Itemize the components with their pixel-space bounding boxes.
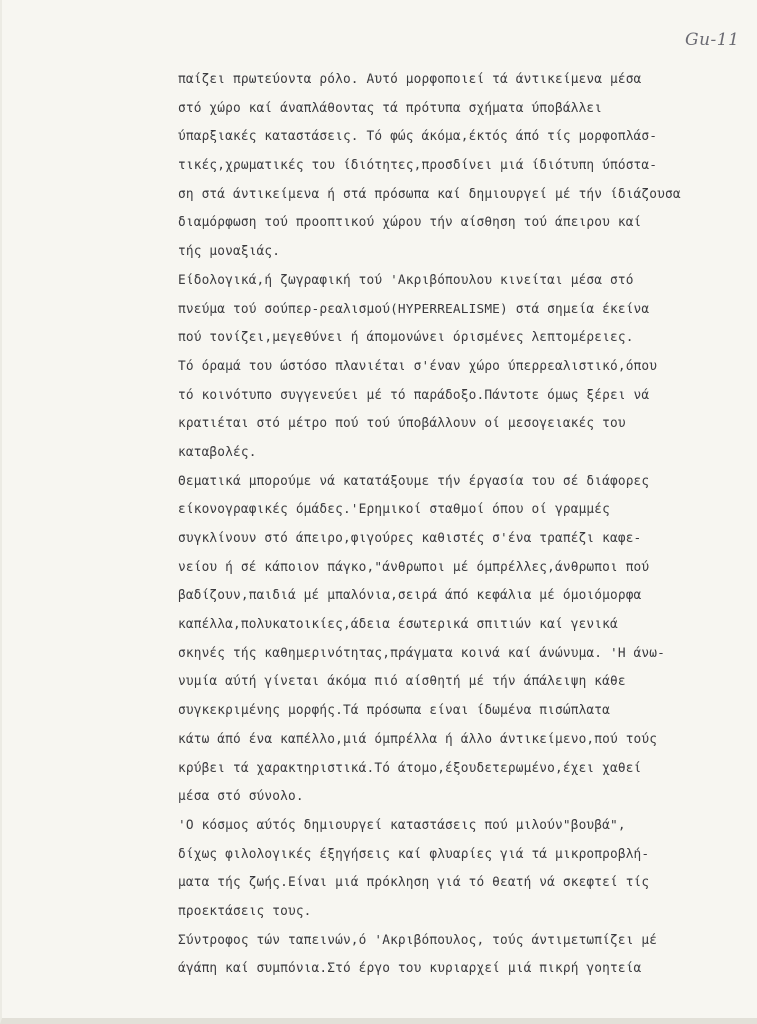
text-line: βαδίζουν,παιδιά μέ μπαλόνια,σειρά άπό κεφάλια μέ όμοιόμορφα xyxy=(178,588,642,604)
page-number: Gu-11 xyxy=(685,30,740,50)
text-line: στό χώρο καί άναπλάθοντας τά πρότυπα σχήματα ύποβάλλει xyxy=(178,100,603,116)
text-line: μέσα στό σύνολο. xyxy=(178,789,304,805)
text-line: Είδολογικά,ή ζωγραφική τού 'Ακριβόπουλου κινείται μέσα στό xyxy=(178,272,634,288)
text-line: πνεύμα τού σούπερ-ρεαλισμού(HYPERREALISME) στά σημεία έκείνα xyxy=(178,301,650,317)
typed-text-body xyxy=(178,66,750,984)
text-line: τής μοναξιάς. xyxy=(178,244,281,260)
text-line: ση στά άντικείμενα ή στά πρόσωπα καί δημιουργεί μέ τήν ίδιάζουσα xyxy=(178,186,681,202)
text-line: καταβολές. xyxy=(178,444,257,460)
text-line: κάτω άπό ένα καπέλλο,μιά όμπρέλλα ή άλλο άντικείμενο,πού τούς xyxy=(178,731,658,747)
text-line: διαμόρφωση τού προοπτικού χώρου τήν αίσθηση τού άπειρου καί xyxy=(178,215,642,231)
text-line: ύπαρξιακές καταστάσεις. Τό φώς άκόμα,έκτός άπό τίς μορφοπλάσ- xyxy=(178,129,658,145)
text-line: Τό όραμά του ώστόσο πλανιέται σ'έναν χώρο ύπερρεαλιστικό,όπου xyxy=(178,358,658,374)
text-line: συγκεκριμένης μορφής.Τά πρόσωπα είναι ίδωμένα πισώπλατα xyxy=(178,703,610,719)
text-line: πού τονίζει,μεγεθύνει ή άπομονώνει όρισμένες λεπτομέρειες. xyxy=(178,330,634,346)
text-line: τό κοινότυπο συγγενεύει μέ τό παράδοξο.Πάντοτε όμως ξέρει νά xyxy=(178,387,650,403)
text-line: νείου ή σέ κάποιον πάγκο,"άνθρωποι μέ όμπρέλλες,άνθρωποι πού xyxy=(178,559,650,575)
text-line: παίζει πρωτεύοντα ρόλο. Αυτό μορφοποιεί τά άντικείμενα μέσα xyxy=(178,72,642,87)
text-line: προεκτάσεις τους. xyxy=(178,903,312,919)
text-line: 'Ο κόσμος αύτός δημιουργεί καταστάσεις πού μιλούν"βουβά", xyxy=(178,817,626,833)
text-line: τικές,χρωματικές του ίδιότητες,προσδίνει μιά ίδιότυπη ύπόστα- xyxy=(178,158,658,174)
text-line: Σύντροφος τών ταπεινών,ό 'Ακριβόπουλος, τούς άντιμετωπίζει μέ xyxy=(178,932,658,948)
text-line: άγάπη καί συμπόνια.Στό έργο του κυριαρχεί μιά πικρή γοητεία xyxy=(178,961,642,977)
text-line: κρύβει τά χαρακτηριστικά.Τό άτομο,έξουδετερωμένο,έχει χαθεί xyxy=(178,760,642,776)
text-line: σκηνές τής καθημερινότητας,πράγματα κοινά καί άνώνυμα. 'Η άνω- xyxy=(178,645,665,661)
text-line: νυμία αύτή γίνεται άκόμα πιό αίσθητή μέ τήν άπάλειψη κάθε xyxy=(178,674,626,690)
text-line: ματα τής ζωής.Είναι μιά πρόκληση γιά τό θεατή νά σκεφτεί τίς xyxy=(178,875,650,891)
text-line: δίχως φιλολογικές έξηγήσεις καί φλυαρίες γιά τά μικροπροβλή- xyxy=(178,846,650,862)
text-line: είκονογραφικές όμάδες.'Ερημικοί σταθμοί όπου οί γραμμές xyxy=(178,502,610,518)
text-line: συγκλίνουν στό άπειρο,φιγούρες καθιστές σ'ένα τραπέζι καφε- xyxy=(178,531,642,546)
text-line: Θεματικά μπορούμε νά κατατάξουμε τήν έργασία του σέ διάφορες xyxy=(178,473,650,489)
text-line: κρατιέται στό μέτρο πού τού ύποβάλλουν οί μεσογειακές του xyxy=(178,416,626,432)
text-line: καπέλλα,πολυκατοικίες,άδεια έσωτερικά σπιτιών καί γενικά xyxy=(178,617,618,633)
